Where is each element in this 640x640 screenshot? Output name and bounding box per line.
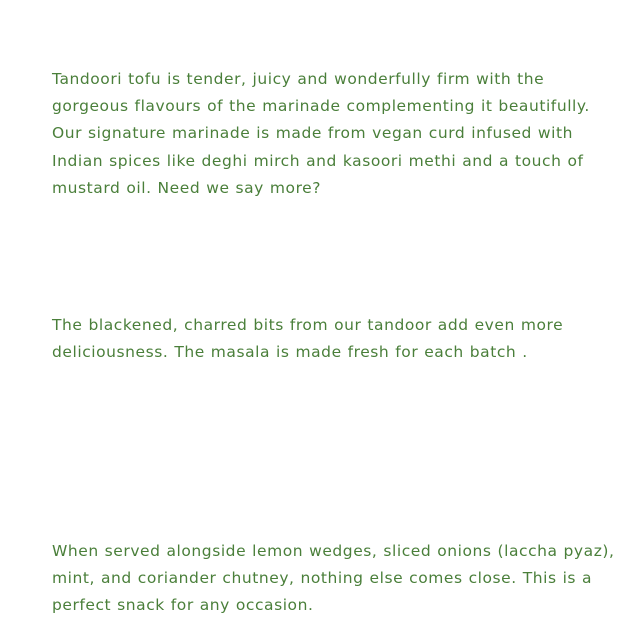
paragraph-line: When served alongside lemon wedges, sliced onions (laccha pyaz), — [52, 542, 615, 560]
paragraph-line: Our signature marinade is made from vegan curd infused with — [52, 124, 573, 143]
paragraph-line: Tandoori tofu is tender, juicy and wonderfully firm with the — [52, 70, 545, 88]
paragraph-line: mint, and coriander chutney, nothing else comes close. This is a — [52, 569, 593, 588]
paragraph-serving-suggestion — [52, 538, 632, 620]
paragraph-line: gorgeous flavours of the marinade complementing it beautifully. — [52, 97, 590, 116]
paragraph-line: deliciousness. The masala is made fresh for each batch . — [52, 343, 528, 362]
paragraph-line: Indian spices like deghi mirch and kasoori methi and a touch of — [52, 151, 584, 170]
paragraph-line: perfect snack for any occasion. — [52, 596, 314, 615]
paragraph-line: The blackened, charred bits from our tandoor add even more — [52, 316, 564, 334]
paragraph-tandoori-tofu-intro — [52, 66, 632, 202]
paragraph-charred-bits — [52, 312, 632, 366]
paragraph-line: mustard oil. Need we say more? — [52, 178, 322, 197]
